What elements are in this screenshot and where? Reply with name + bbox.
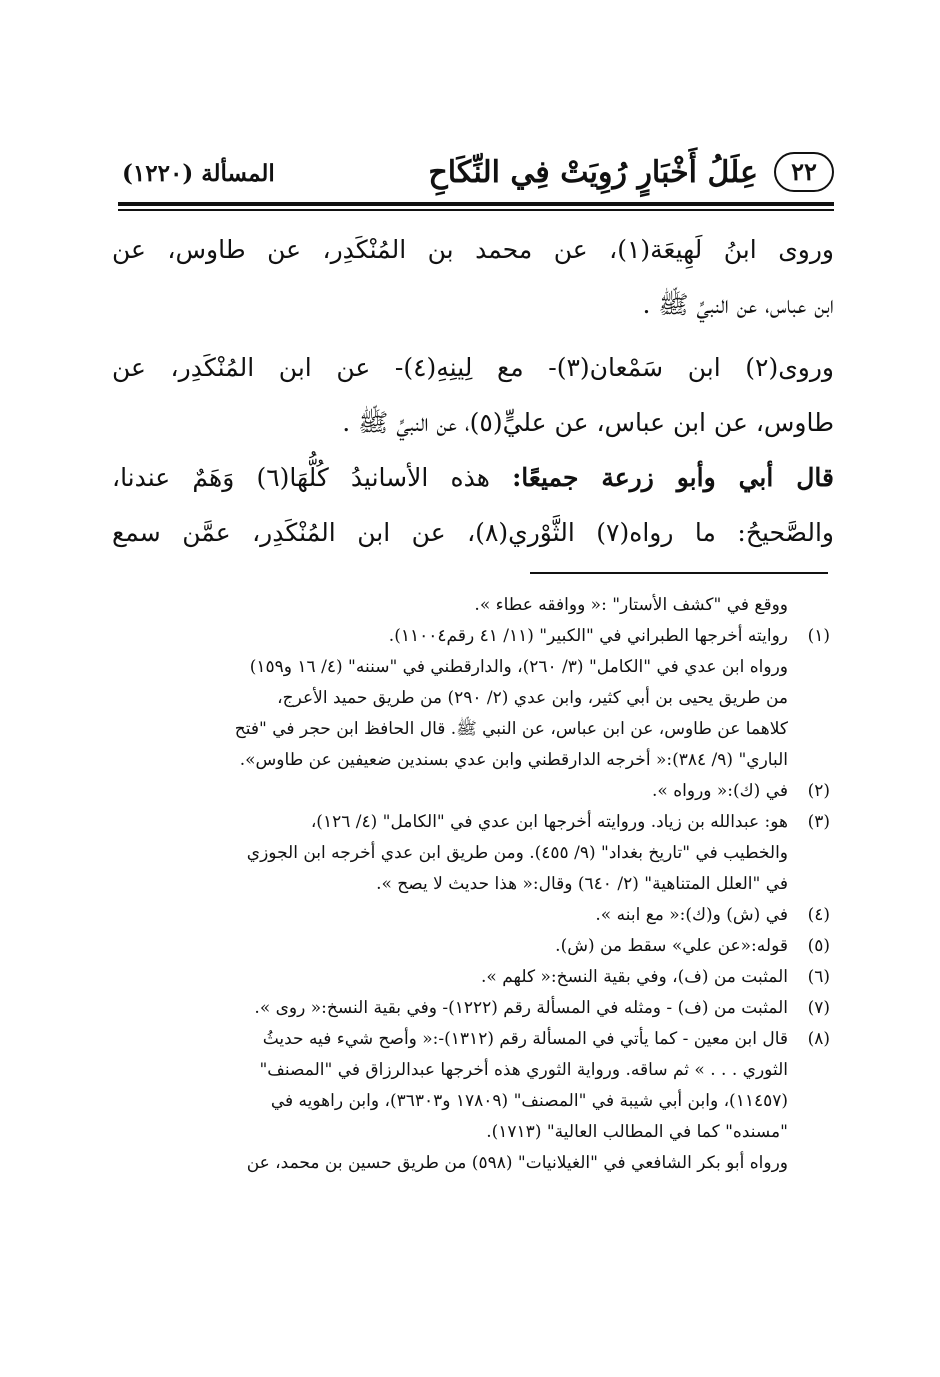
footnote-separator [530,572,828,574]
main-line [112,450,834,505]
footnote-number: (٤) [807,905,830,925]
footnote-number: (٥) [807,936,830,956]
footnote-text: المثبت من (ف)، وفي بقية النسخ:« كلهم ». [481,967,788,987]
main-line: ابن عباس، عن النبيِّ ﷺ . [642,290,834,319]
footnote-text: قال ابن معين - كما يأتي في المسألة رقم (١٣١٢)-:« وأصح شيء فيه حديثُ [262,1029,788,1049]
footnote-line: ورواه أبو بكر الشافعي في "الغيلانيات" (٥٩٨) من طريق حسين بن محمد، عن [246,1153,788,1173]
footnote-line [110,807,830,838]
footnote-text: في (ش) و(ك):« مع ابنه ». [595,905,788,925]
footnote-line: من طريق يحيى بن أبي كثير، وابن عدي (٢/ ٢٩٠) من طريق حميد الأعرج، [277,688,788,708]
page-number: ٢٢ [774,152,834,192]
footnote-number: (٨) [807,1029,830,1049]
footnote-line: كلاهما عن طاوس، عن ابن عباس، عن النبي ﷺ. قال الحافظ ابن حجر في "فتح [234,719,788,739]
main-line: وروى ابنُ لَهِيعَة(١)، عن محمد بن المُنْكَدِر، عن طاوس، عن [112,235,834,264]
main-text [112,222,834,560]
footnote-line [110,962,830,993]
speaker-attribution: قال أبي وأبو زرعة جميعًا: [512,463,834,492]
footnote-number: (٣) [807,812,830,832]
main-line: والصَّحيحُ: ما رواه(٧) الثَّوْري(٨)، عن ابن المُنْكَدِر، عمَّن سمع [112,518,834,547]
footnote-line: في "العلل المتناهية" (٢/ ٦٤٠) وقال:« هذا حديث لا يصح ». [376,874,788,894]
running-title: عِلَلُ أَخْبَارٍ رُوِيَتْ فِي النِّكَاحِ [428,155,758,190]
footnote-line [110,776,830,807]
footnote-number: (١) [807,626,830,646]
footnote-line [110,931,830,962]
footnote-text: هو: عبدالله بن زياد. وروايته أخرجها ابن عدي في "الكامل" (٤/ ١٢٦)، [310,812,788,832]
page-header [118,150,834,200]
footnote-text: روايته أخرجها الطبراني في "الكبير" (١١/ ٤١ رقم١١٠٠٤). [388,626,788,646]
main-line-text: هذه الأسانيدُ كُلُّهَا(٦) وَهَمٌ عندنا، [112,463,490,492]
footnote-line: الثوري . . . » ثم ساقه. ورواية الثوري هذه أخرجها عبدالرزاق في "المصنف" [259,1060,788,1080]
footnote-line: الباري" (٩/ ٣٨٤):« أخرجه الدارقطني وابن عدي بسندين ضعيفين عن طاوس». [239,750,788,770]
footnote-line [110,621,830,652]
footnote-line: ووقع في "كشف الأستار" :« ووافقه عطاء ». [474,595,788,615]
footnote-line: (١١٤٥٧)، وابن أبي شيبة في "المصنف" (١٧٨٠٩ و٣٦٣٠٣)، وابن راهويه في [270,1091,788,1111]
footnote-number: (٢) [807,781,830,801]
footnote-number: (٦) [807,967,830,987]
footnote-line [110,900,830,931]
footnote-line [110,1024,830,1055]
main-line: طاوس، عن ابن عباس، عن عليٍّ(٥)، عن النبيِّ ﷺ . [342,408,834,437]
issue-number-label: المسألة (١٢٢٠) [122,160,275,187]
footnote-text: المثبت من (ف) - ومثله في المسألة رقم (١٢٢٢)- وفي بقية النسخ:« روى ». [254,998,788,1018]
footnotes [110,590,830,1179]
footnote-number: (٧) [807,998,830,1018]
footnote-line [110,993,830,1024]
main-line: وروى(٢) ابن سَمْعان(٣)- مع لِينِهِ(٤)- عن ابن المُنْكَدِر، عن [112,353,834,382]
footnote-line: والخطيب في "تاريخ بغداد" (٩/ ٤٥٥). ومن طريق ابن عدي أخرجه ابن الجوزي [246,843,788,863]
footnote-text: في (ك):« ورواه ». [652,781,788,801]
header-rule-thin [118,209,834,211]
header-rule [118,202,834,206]
footnote-text: قوله:«عن علي» سقط من (ش). [555,936,788,956]
footnote-line: ورواه ابن عدي في "الكامل" (٣/ ٢٦٠)، والدارقطني في "سننه" (٤/ ١٦ و١٥٩) [249,657,788,677]
footnote-line: "مسنده" كما في المطالب العالية" (١٧١٣). [486,1122,788,1142]
